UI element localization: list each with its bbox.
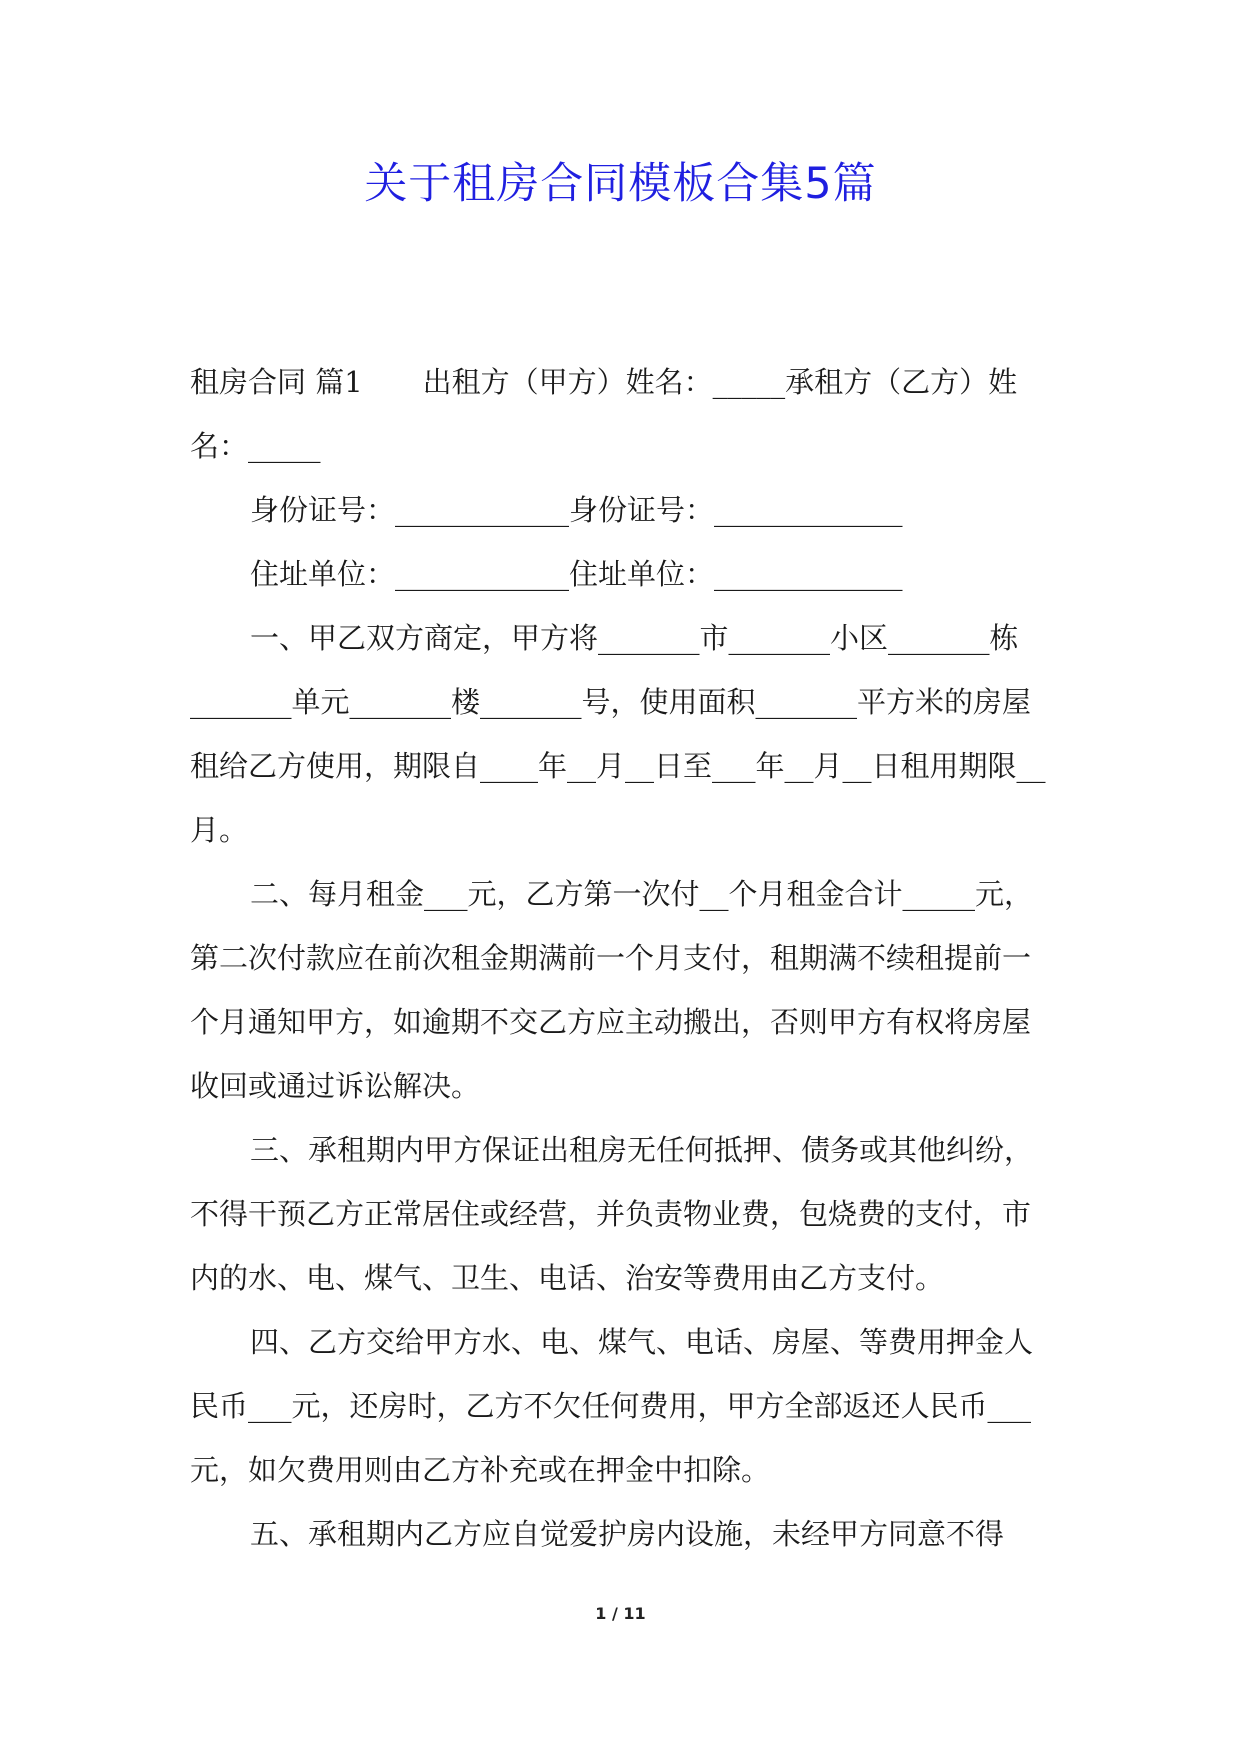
id-number-paragraph: 身份证号：____________身份证号：_____________ [250, 493, 903, 527]
clause-3-paragraph: 三、承租期内甲方保证出租房无任何抵押、债务或其他纠纷，不得干预乙方正常居住或经营，并负责物业费，包烧费的支付，市内的水、电、煤气、卫生、电话、治安等费用由乙方支付。 [190, 1133, 1034, 1295]
document-body [190, 350, 1050, 1566]
clause-2-paragraph: 二、每月租金___元，乙方第一次付__个月租金合计_____元，第二次付款应在前次租金期满前一个月支付，租期满不续租提前一个月通知甲方，如逾期不交乙方应主动搬出，否则甲方有权将房屋收回或通过诉讼解决。 [190, 877, 1034, 1103]
page-number: 1 / 11 [595, 1604, 646, 1623]
clause-5-paragraph: 五、承租期内乙方应自觉爱护房内设施，未经甲方同意不得 [250, 1517, 1005, 1551]
party-names-text: 出租方（甲方）姓名：_____承租方（乙方）姓名：_____ [190, 365, 1018, 463]
clause-1-paragraph: 一、甲乙双方商定，甲方将_______市_______小区_______栋_______单元_______楼_______号，使用面积_______平方米的房屋租给乙方使用，期限自____年__月__日至___年__月__日租用期限__月。 [190, 621, 1046, 847]
address-paragraph: 住址单位：____________住址单位：_____________ [250, 557, 903, 591]
clause-4-paragraph: 四、乙方交给甲方水、电、煤气、电话、房屋、等费用押金人民币___元，还房时，乙方不欠任何费用，甲方全部返还人民币___元，如欠费用则由乙方补充或在押金中扣除。 [190, 1325, 1034, 1487]
document-title: 关于租房合同模板合集5篇 [364, 159, 877, 209]
contract-intro-paragraph [190, 350, 1050, 478]
section-header-label: 租房合同 篇1 [190, 365, 363, 399]
